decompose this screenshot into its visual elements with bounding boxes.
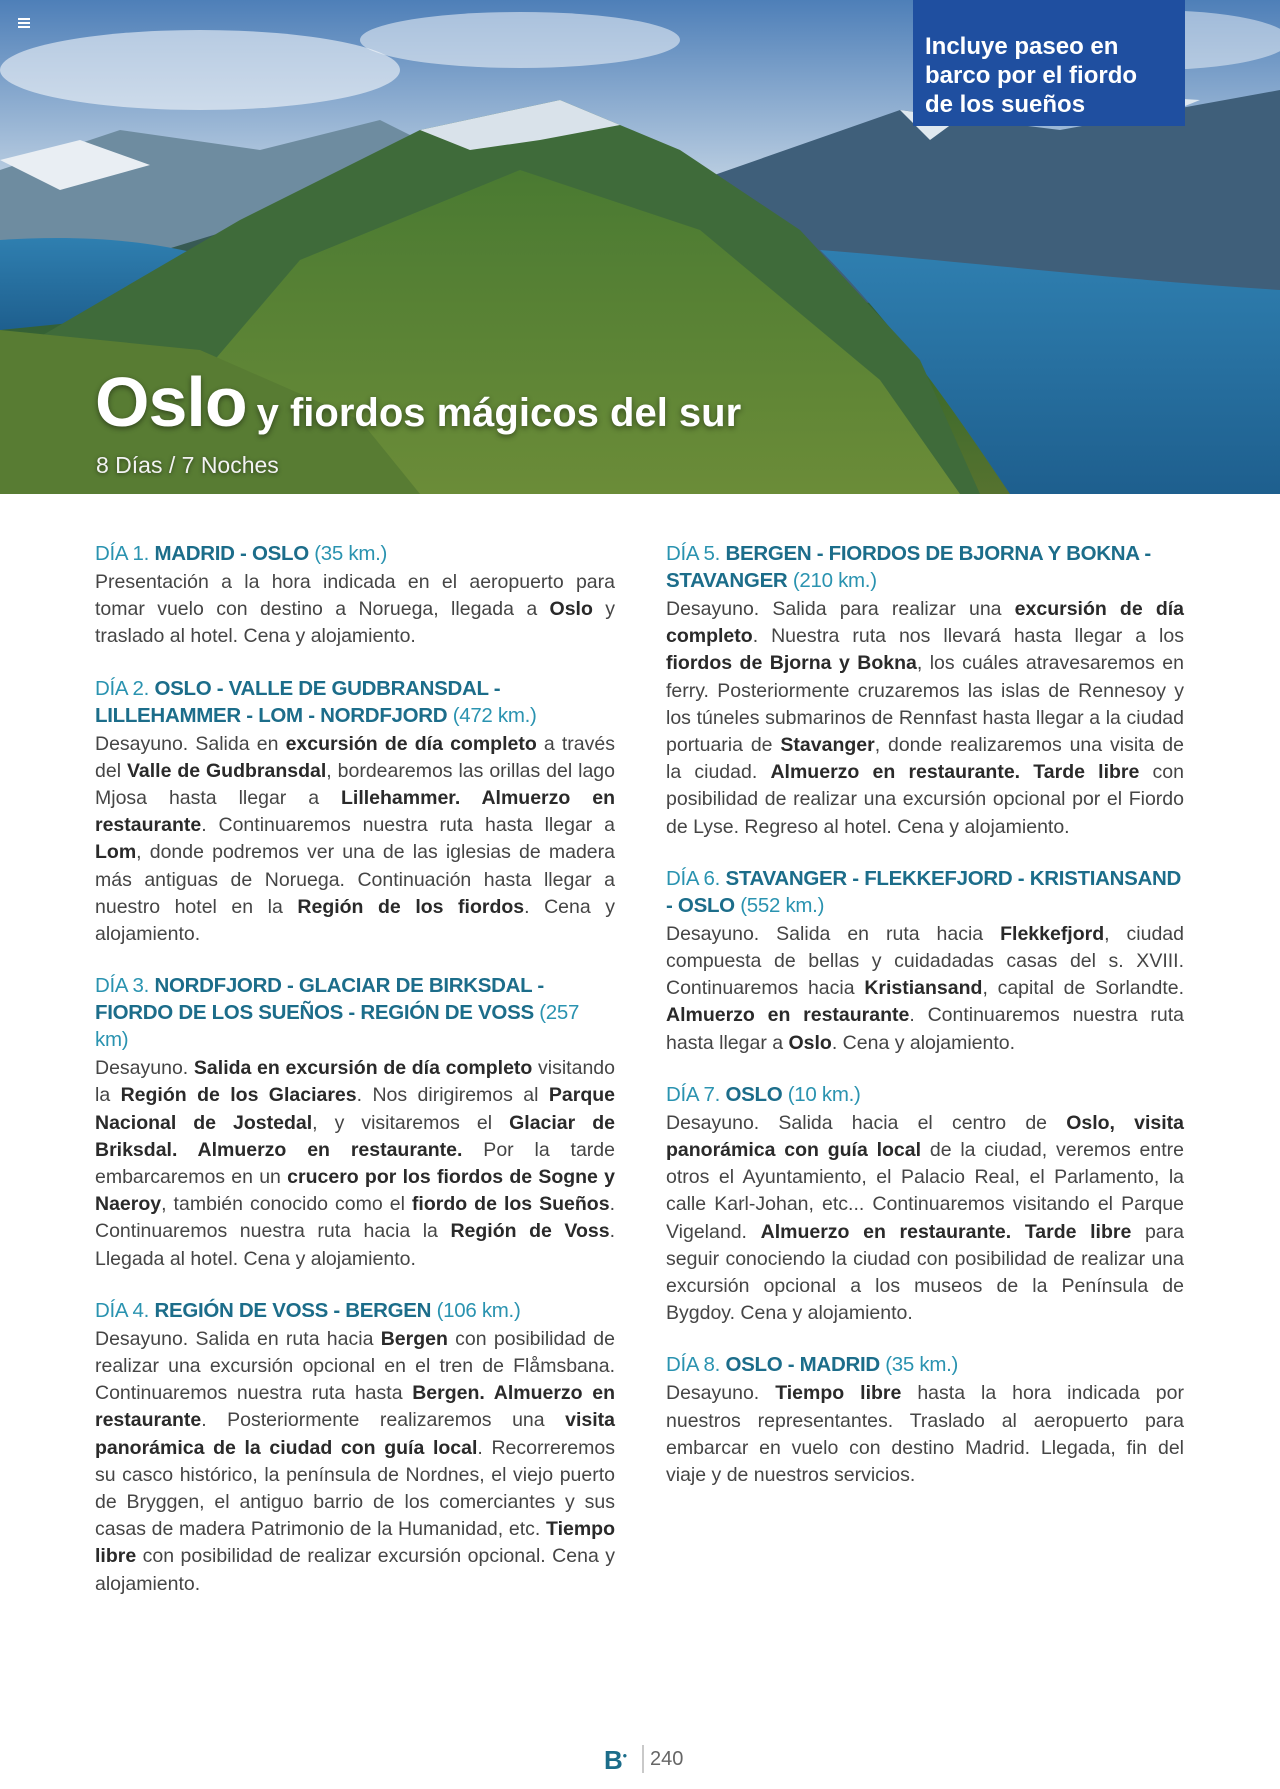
- day-heading: DÍA 6. STAVANGER - FLEKKEFJORD - KRISTIANSAND - OSLO (552 km.): [666, 866, 1181, 917]
- footer-divider: [642, 1745, 644, 1773]
- itinerary-left-column: [95, 540, 615, 1622]
- day-4: [95, 1297, 615, 1598]
- brand-logo: B•: [604, 1745, 627, 1775]
- day-7: [666, 1081, 1184, 1328]
- title-rest: y fiordos mágicos del sur: [256, 391, 742, 435]
- page-number: 240: [650, 1748, 684, 1770]
- day-heading: DÍA 1. MADRID - OSLO (35 km.): [95, 542, 388, 565]
- day-heading: DÍA 3. NORDFJORD - GLACIAR DE BIRKSDAL - FIORDO DE LOS SUEÑOS - REGIÓN DE VOSS (257 km): [95, 974, 580, 1052]
- day-description: Desayuno. Salida para realizar una excursión de día completo. Nuestra ruta nos llevará hasta llegar a los fiordos de Bjorna y Bokna, los cuáles atravesaremos en ferry. Posteriormente cruzaremos las islas de Rennesoy y los túneles submarinos de Rennfast hasta llegar a la ciudad portuaria de Stavanger, donde realizaremos una visita de la ciudad. Almuerzo en restaurante. Tarde libre con posibilidad de realizar una excursión opcional por el Fiordo de Lyse. Regreso al hotel. Cena y alojamiento.: [666, 598, 1184, 838]
- day-6: [666, 865, 1184, 1057]
- hero-image: [0, 0, 1280, 494]
- day-8: [666, 1351, 1184, 1489]
- day-heading: DÍA 8. OSLO - MADRID (35 km.): [666, 1353, 959, 1377]
- day-heading: DÍA 5. BERGEN - FIORDOS DE BJORNA Y BOKNA - STAVANGER (210 km.): [666, 542, 1151, 592]
- itinerary-right-column: [666, 540, 1184, 1513]
- page-title: [95, 362, 741, 442]
- day-description: Desayuno. Salida en excursión de día completo visitando la Región de los Glaciares. Nos dirigiremos al Parque Nacional de Jostedal, y visitaremos el Glaciar de Briksdal. Almuerzo en restaurante. Por la tarde embarcaremos en un crucero por los fiordos de Sogne y Naeroy, también conocido como el fiordo de los Sueños. Continuaremos nuestra ruta hacia la Región de Voss. Llegada al hotel. Cena y alojamiento.: [95, 1057, 615, 1270]
- day-description: Presentación a la hora indicada en el aeropuerto para tomar vuelo con destino a Noruega, llegada a Oslo y traslado al hotel. Cena y alojamiento.: [95, 571, 616, 648]
- day-description: Desayuno. Salida en ruta hacia Bergen con posibilidad de realizar una excursión opcional en el tren de Flåmsbana. Continuaremos nuestra ruta hasta Bergen. Almuerzo en restaurante. Posteriormente realizaremos una visita panorámica de la ciudad con guía local. Recorreremos su casco histórico, la península de Nordnes, el viejo puerto de Bryggen, el antiguo barrio de los comerciantes y sus casas de madera Patrimonio de la Humanidad, etc. Tiempo libre con posibilidad de realizar excursión opcional. Cena y alojamiento.: [95, 1327, 615, 1595]
- day-description: Desayuno. Salida en ruta hacia Flekkefjord, ciudad compuesta de bellas y cuidadadas casas del s. XVIII. Continuaremos hacia Kristiansand, capital de Sorlandte. Almuerzo en restaurante. Continuaremos nuestra ruta hasta llegar a Oslo. Cena y alojamiento.: [666, 922, 1184, 1054]
- day-heading: DÍA 4. REGIÓN DE VOSS - BERGEN (106 km.): [95, 1298, 521, 1322]
- duration-subtitle: 8 Días / 7 Noches: [96, 452, 279, 478]
- title-main: Oslo: [95, 363, 247, 441]
- menu-icon[interactable]: [18, 18, 30, 28]
- day-description: Desayuno. Tiempo libre hasta la hora indicada por nuestros representantes. Traslado al aeropuerto para embarcar en vuelo con destino Madrid. Llegada, fin del viaje y de nuestros servicios.: [666, 1382, 1184, 1487]
- day-heading: DÍA 2. OSLO - VALLE DE GUDBRANSDAL - LILLEHAMMER - LOM - NORDFJORD (472 km.): [95, 676, 537, 727]
- day-2: [95, 675, 615, 949]
- day-heading: DÍA 7. OSLO (10 km.): [666, 1082, 861, 1106]
- day-description: Desayuno. Salida en excursión de día completo a través del Valle de Gudbransdal, bordearemos las orillas del lago Mjosa hasta llegar a Lillehammer. Almuerzo en restaurante. Continuaremos nuestra ruta hasta llegar a Lom, donde podremos ver una de las iglesias de madera más antiguas de Noruega. Continuación hasta llegar a nuestro hotel en la Región de los fiordos. Cena y alojamiento.: [95, 732, 616, 946]
- promo-badge: Incluye paseo en barco por el fiordo de los sueños: [913, 0, 1185, 126]
- day-5: [666, 540, 1184, 841]
- day-description: Desayuno. Salida hacia el centro de Oslo, visita panorámica con guía local de la ciudad, veremos entre otros el Ayuntamiento, el Palacio Real, el Parlamento, la calle Karl-Johan, etc... Continuaremos visitando el Parque Vigeland. Almuerzo en restaurante. Tarde libre para seguir conociendo la ciudad con posibilidad de realizar una excursión opcional a los museos de la Península de Bygdoy. Cena y alojamiento.: [666, 1111, 1184, 1325]
- day-3: [95, 972, 615, 1273]
- day-1: [95, 540, 615, 651]
